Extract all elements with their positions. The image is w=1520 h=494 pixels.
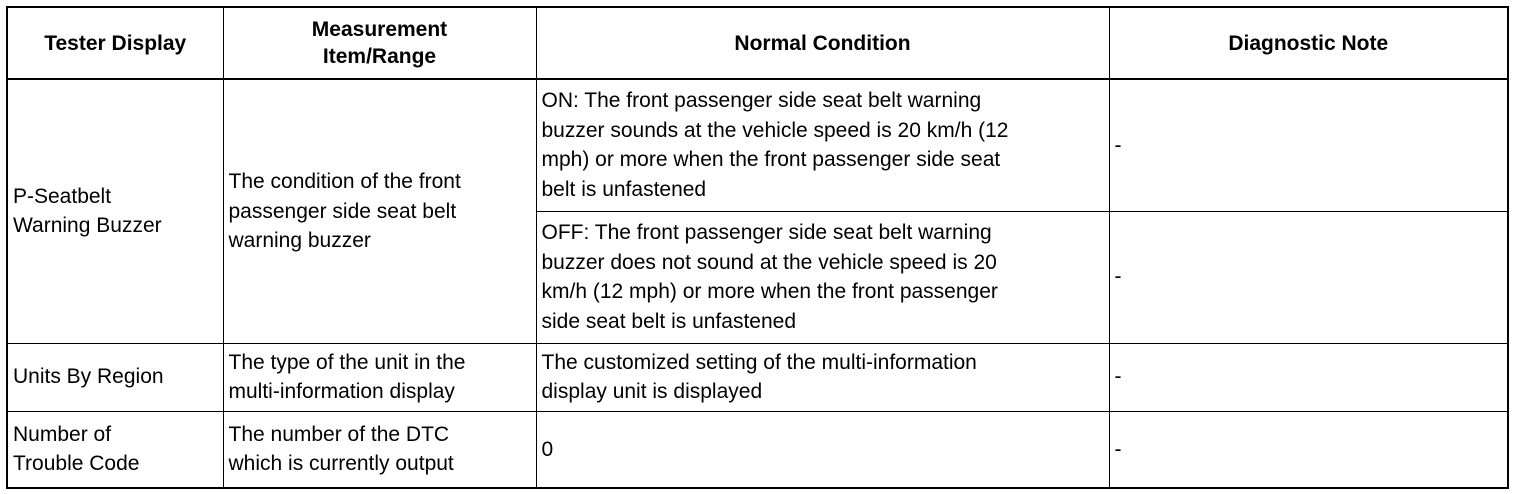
table-row bbox=[7, 411, 1508, 488]
cell-line: - bbox=[1114, 133, 1122, 157]
table-row bbox=[7, 343, 1508, 411]
header-diagnostic-note bbox=[1109, 7, 1508, 79]
cell-line: Number of bbox=[13, 422, 112, 446]
cell-line: - bbox=[1114, 365, 1122, 389]
cell-line: buzzer does not sound at the vehicle speed is 20 bbox=[541, 250, 997, 274]
diagnostic-note-cell bbox=[1109, 211, 1508, 343]
cell-line: Warning Buzzer bbox=[13, 214, 162, 238]
cell-line: buzzer sounds at the vehicle speed is 20 km/h (12 bbox=[541, 118, 1009, 142]
data-list-table bbox=[6, 6, 1509, 489]
measurement-cell bbox=[223, 411, 536, 488]
cell-line: - bbox=[1114, 437, 1122, 461]
cell-line: display unit is displayed bbox=[541, 380, 763, 403]
diagnostic-note-cell bbox=[1109, 411, 1508, 488]
cell-line: ON: The front passenger side seat belt warning bbox=[541, 89, 982, 113]
cell-line: which is currently output bbox=[228, 452, 454, 476]
cell-line: P-Seatbelt bbox=[13, 184, 112, 208]
normal-condition-cell bbox=[536, 211, 1109, 343]
normal-condition-cell bbox=[536, 79, 1109, 211]
cell-line: warning buzzer bbox=[228, 229, 371, 252]
cell-line: passenger side seat belt bbox=[228, 199, 457, 223]
cell-line: mph) or more when the front passenger side seat bbox=[541, 148, 1001, 172]
measurement-cell bbox=[223, 343, 536, 411]
header-measurement-line: Measurement bbox=[311, 18, 448, 41]
cell-line: The customized setting of the multi-information bbox=[541, 350, 977, 374]
header-tester-display-label: Tester Display bbox=[44, 31, 187, 55]
header-diagnostic-note-label: Diagnostic Note bbox=[1228, 31, 1389, 55]
header-measurement bbox=[223, 7, 536, 79]
header-normal-condition-label: Normal Condition bbox=[734, 31, 911, 55]
cell-line: belt is unfastened bbox=[541, 177, 707, 201]
table-row bbox=[7, 79, 1508, 211]
tester-display-cell bbox=[7, 343, 223, 411]
cell-line: OFF: The front passenger side seat belt warning bbox=[541, 221, 992, 244]
tester-display-cell bbox=[7, 79, 223, 343]
cell-line: km/h (12 mph) or more when the front passenger bbox=[541, 280, 998, 303]
diagnostic-note-cell bbox=[1109, 79, 1508, 211]
measurement-cell bbox=[223, 79, 536, 343]
header-row bbox=[7, 7, 1508, 79]
cell-line: multi-information display bbox=[228, 380, 455, 403]
cell-line: - bbox=[1114, 265, 1122, 289]
cell-line: 0 bbox=[541, 437, 554, 461]
diagnostic-note-cell bbox=[1109, 343, 1508, 411]
cell-line: The number of the DTC bbox=[228, 422, 450, 446]
normal-condition-cell bbox=[536, 411, 1109, 488]
normal-condition-cell bbox=[536, 343, 1109, 411]
header-tester-display bbox=[7, 7, 223, 79]
tester-display-cell bbox=[7, 411, 223, 488]
header-measurement-line: Item/Range bbox=[322, 45, 437, 68]
cell-line: The type of the unit in the bbox=[228, 350, 466, 374]
cell-line: side seat belt is unfastened bbox=[541, 309, 797, 333]
cell-line: The condition of the front bbox=[228, 170, 461, 193]
cell-line: Trouble Code bbox=[13, 452, 140, 476]
header-normal-condition bbox=[536, 7, 1109, 79]
cell-line: Units By Region bbox=[13, 365, 164, 389]
